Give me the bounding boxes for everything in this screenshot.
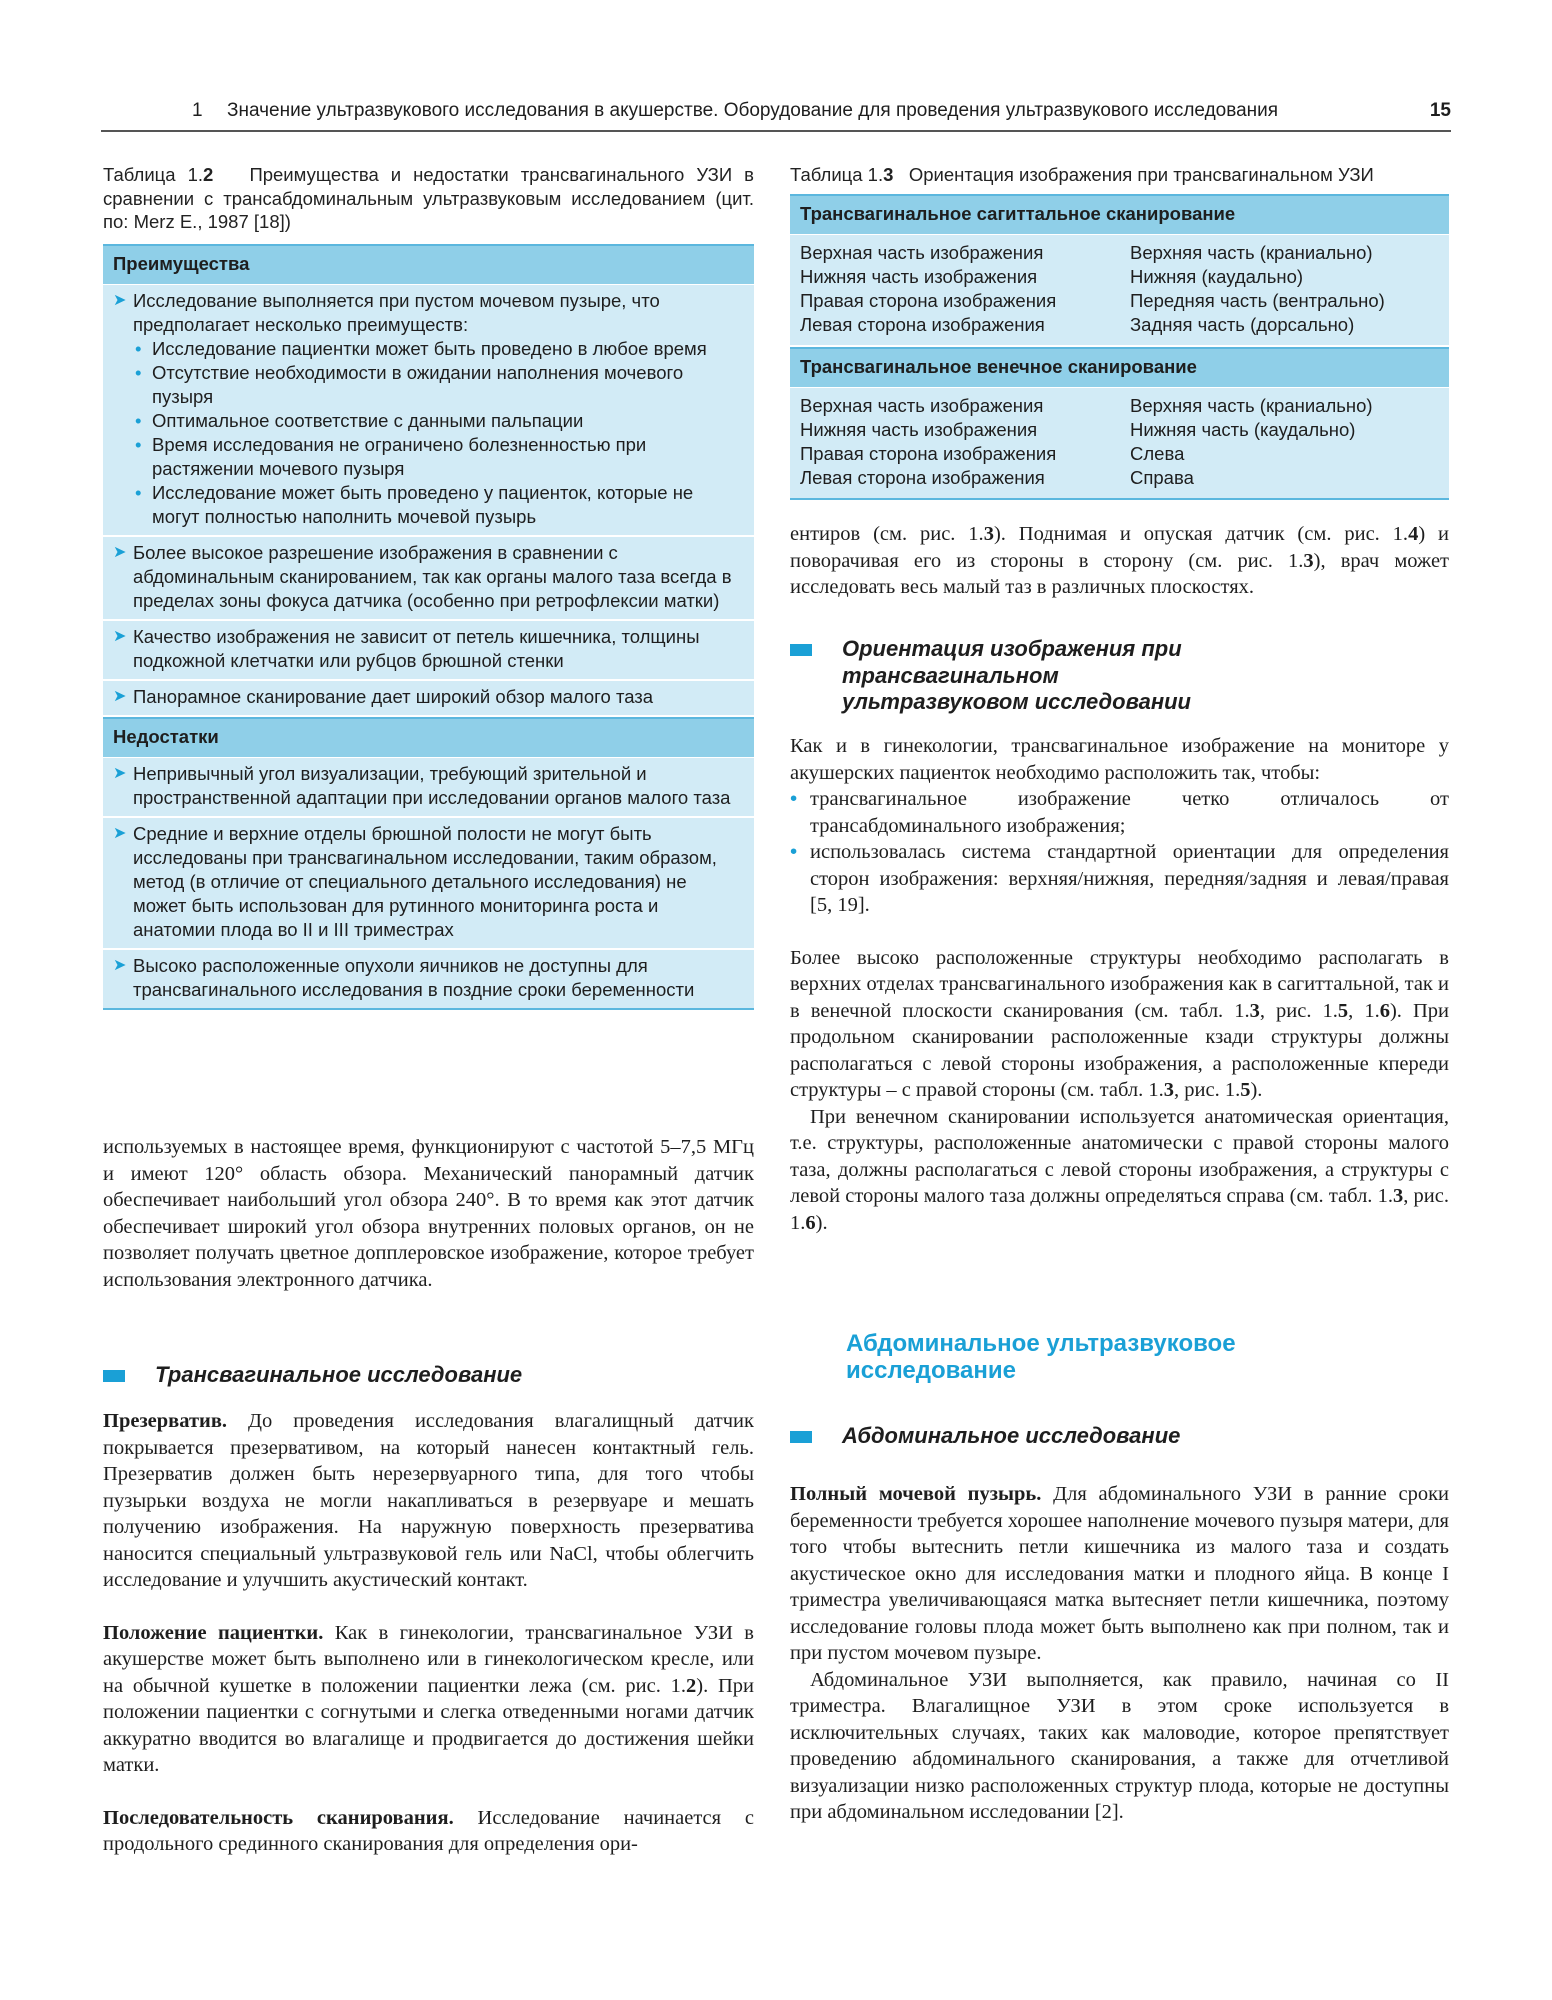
disadvantages-header: Недостатки bbox=[103, 717, 754, 758]
table-3-caption: Таблица 1.3 Ориентация изображения при трансвагинальном УЗИ bbox=[790, 164, 1374, 185]
arrow-icon: ➤ bbox=[113, 825, 127, 842]
table-row: ➤ Качество изображения не зависит от петель кишечника, толщины подкожной клетчатки или рубцов брюшной стенки bbox=[103, 621, 754, 681]
paragraph: Презерватив. До проведения исследования влагалищный датчик покрывается презервативом, на который нанесен контактный гель. Презерватив должен быть нерезервуарного типа, для того чтобы пузырьки воздуха не могли накапливаться в резервуаре и мешать получению изображения. На наружную поверхность презерватива наносится специальный ультразвуковой гель или NaCl, чтобы облегчить исследование и улучшить акустический контакт. bbox=[103, 1410, 754, 1591]
bullet-icon: • bbox=[135, 338, 142, 359]
chapter-title: Значение ультразвукового исследования в акушерстве. Оборудование для проведения ультразвукового исследования bbox=[227, 100, 1279, 121]
table-row: ➤ Непривычный угол визуализации, требующий зрительной и пространственной адаптации при исследовании органов малого таза bbox=[103, 758, 754, 818]
table-row: Верхная часть изображения Верхняя часть (краниально) Нижняя часть изображения Нижняя часть (каудально) Правая сторона изображения Слева Левая сторона изображения Справа bbox=[790, 388, 1449, 500]
right-intro: ентиров (см. рис. 1.3). Поднимая и опуская датчик (см. рис. 1.4) и поворачивая его из стороны в сторону (см. рис. 1.3), врач может исследовать весь малый таз в различных плоскостях. bbox=[790, 523, 1449, 598]
arrow-icon: ➤ bbox=[113, 292, 127, 309]
bullet-icon: • bbox=[135, 434, 142, 455]
bullet-icon: • bbox=[135, 362, 142, 383]
arrow-icon: ➤ bbox=[113, 688, 127, 705]
arrow-icon: ➤ bbox=[113, 628, 127, 645]
arrow-icon: ➤ bbox=[113, 957, 127, 974]
left-intro: используемых в настоящее время, функционируют с частотой 5–7,5 МГц и имеют 120° область обзора. Механический панорамный датчик обеспечивает наибольший угол обзора 240°. В то время как этот датчик обеспечивает широкий угол обзора внутренних половых органов, он не позволяет получать цветное допплеровское изображение, которое требует использования электронного датчика. bbox=[103, 1136, 754, 1291]
section-marker-icon bbox=[103, 1370, 125, 1382]
section-marker-icon bbox=[790, 644, 812, 656]
table-row: ➤ Панорамное сканирование дает широкий обзор малого таза bbox=[103, 681, 754, 717]
list-item: • использовалась система стандартной ориентации для определения сторон изображения: верхняя/нижняя, передняя/задняя и левая/правая [5, 19]. bbox=[790, 840, 1449, 916]
table-row: ➤ Средние и верхние отделы брюшной полости не могут быть исследованы при трансвагинальном исследовании, таким образом, метод (в отличие от специального детального исследования) не может быть использован для рутинного мониторинга роста и анатомии плода во II и III триместрах bbox=[103, 818, 754, 950]
paragraph: Как и в гинекологии, трансвагинальное изображение на мониторе у акушерских пациенток необходимо расположить так, чтобы: bbox=[790, 735, 1449, 784]
section-heading: Абдоминальное исследование bbox=[790, 1423, 1390, 1450]
table-row: ➤ Более высокое разрешение изображения в сравнении с абдоминальным сканированием, так как органы малого таза всегда в пределах зоны фокуса датчика (особенно при ретрофлексии матки) bbox=[103, 537, 754, 621]
advantages-header: Преимущества bbox=[103, 244, 754, 285]
chapter-section-heading: Абдоминальное ультразвуковое исследование bbox=[846, 1330, 1236, 1384]
table-2-caption: Таблица 1.2 Преимущества и недостатки трансвагинального УЗИ в сравнении с трансабдоминальным ультразвуковым исследованием (цит. по: Merz E., 1987 [18]) bbox=[103, 164, 755, 232]
list-item: • Отсутствие необходимости в ожидании наполнения мочевого пузыря bbox=[135, 362, 684, 407]
paragraph: Положение пациентки. Как в гинекологии, трансвагинальное УЗИ в акушерстве может быть выполнено или в гинекологическом кресле, или на обычной кушетке в положении пациентки лежа (см. рис. 1.2). При положении пациентки с согнутыми и слегка отведенными ногами датчик аккуратно вводится во влагалище и продвигается до достижения шейки матки. bbox=[103, 1621, 754, 1776]
list-item: • Оптимальное соответствие с данными пальпации bbox=[135, 410, 584, 431]
section-marker-icon bbox=[790, 1431, 812, 1443]
section-heading: Ориентация изображения при трансвагинальном ультразвуковом исследовании bbox=[790, 636, 1230, 716]
right-body-2 bbox=[790, 1481, 1449, 1826]
chapter-number: 1 bbox=[192, 100, 203, 121]
paragraph: Абдоминальное УЗИ выполняется, как правило, начиная со II триместра. Влагалищное УЗИ в этом сроке используется в исключительных случаях, таких как маловодие, которое препятствует проведению абдоминального сканирования, а также для отчетливой визуализации низко расположенных структур плода, которые не доступны при абдоминальном исследовании [2]. bbox=[790, 1668, 1449, 1823]
header-rule bbox=[101, 130, 1451, 132]
bullet-icon: • bbox=[135, 410, 142, 431]
bullet-list bbox=[790, 786, 1449, 919]
right-body-1 bbox=[790, 733, 1449, 1236]
table-2 bbox=[103, 244, 754, 1010]
section-heading: Трансвагинальное исследование bbox=[103, 1362, 754, 1389]
bullet-icon: • bbox=[790, 787, 798, 810]
paragraph: Последовательность сканирования. Исследование начинается с продольного срединного сканирования для определения ори- bbox=[103, 1806, 754, 1855]
arrow-icon: ➤ bbox=[113, 765, 127, 782]
sagittal-header: Трансвагинальное сагиттальное сканирование bbox=[790, 194, 1449, 235]
list-item: • Исследование может быть проведено у пациенток, которые не могут полностью наполнить мочевой пузырь bbox=[135, 482, 694, 527]
list-item: • трансвагинальное изображение четко отличалось от трансабдоминального изображения; bbox=[790, 787, 1449, 837]
paragraph: При венечном сканировании используется анатомическая ориентация, т.е. структуры, расположенные анатомически с правой стороны малого таза, должны располагаться с левой стороны изображения, а структуры с левой стороны малого таза должны определяться справа (см. табл. 1.3, рис. 1.6). bbox=[790, 1105, 1449, 1234]
paragraph: Более высоко расположенные структуры необходимо располагать в верхних отделах трансвагинального изображения как в сагиттальной, так и в венечной плоскости сканирования (см. табл. 1.3, рис. 1.5, 1.6). При продольном сканировании расположенные кзади структуры должны располагаться с левой стороны изображения, а расположенные кпереди структуры – с правой стороны (см. табл. 1.3, рис. 1.5). bbox=[790, 946, 1449, 1101]
table-row: ➤ Высоко расположенные опухоли яичников не доступны для трансвагинального исследования в поздние сроки беременности bbox=[103, 950, 754, 1010]
coronal-header: Трансвагинальное венечное сканирование bbox=[790, 347, 1449, 388]
table-row: ➤ Исследование выполняется при пустом мочевом пузыре, что предполагает несколько преимуществ: • Исследование пациентки может быть проведено в любое время • Отсутствие необходимости в ожидании наполнения мочевого пузыря • Оптимальное соответствие с данными пальпации • Время исследования не ограничено болезненностью при растяжении мочевого пузыря • Исследование может быть проведено у пациенток, которые не могут полностью наполнить мочевой пузырь bbox=[103, 285, 754, 537]
paragraph: Полный мочевой пузырь. Для абдоминального УЗИ в ранние сроки беременности требуется хорошее наполнение мочевого пузыря матери, для того чтобы вытеснить петли кишечника из малого таза и создать акустическое окно для исследования матки и плодного яйца. В конце I триместра увеличивающаяся матка вытесняет петли кишечника, поэтому исследование головы плода может быть выполнено как при полном, так и при пустом мочевом пузыре. bbox=[790, 1483, 1450, 1664]
table-3 bbox=[790, 194, 1449, 500]
running-header bbox=[101, 96, 1451, 124]
page-number: 15 bbox=[1429, 100, 1451, 121]
bullet-icon: • bbox=[135, 482, 142, 503]
left-body bbox=[103, 1408, 754, 1858]
bullet-icon: • bbox=[790, 840, 798, 863]
list-item: • Исследование пациентки может быть проведено в любое время bbox=[135, 338, 707, 359]
arrow-icon: ➤ bbox=[113, 544, 127, 561]
table-row: Верхная часть изображения Верхняя часть (краниально) Нижняя часть изображения Нижняя (каудально) Правая сторона изображения Передняя часть (вентрально) Левая сторона изображения Задняя часть (дорсально) bbox=[790, 235, 1449, 347]
list-item: • Время исследования не ограничено болезненностью при растяжении мочевого пузыря bbox=[135, 434, 647, 479]
